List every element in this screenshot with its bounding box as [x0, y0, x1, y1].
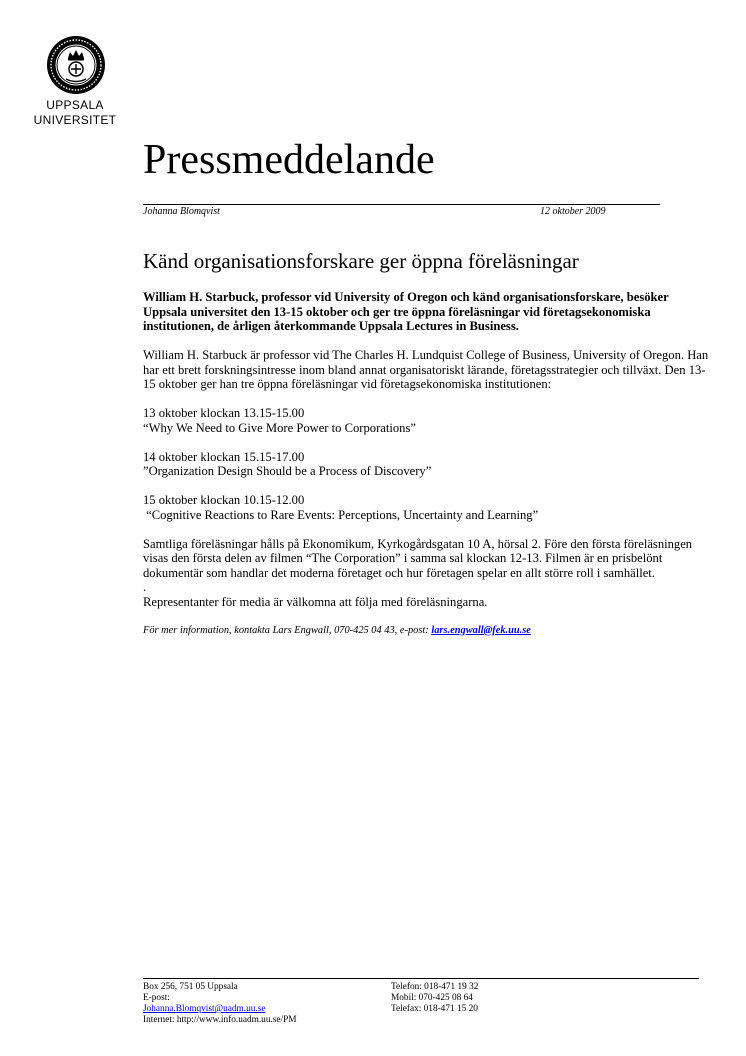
footer-divider — [143, 978, 699, 979]
publish-date: 12 oktober 2009 — [540, 206, 606, 217]
lecture-title: ”Organization Design Should be a Process of Discovery” — [143, 464, 432, 478]
intro-paragraph: William H. Starbuck är professor vid The Charles H. Lundquist College of Business, University of Oregon. Han har ett brett forskningsintresse inom bland annat organisatoriskt lärande, företagsstrategier och tillväxt. Den 13-15 oktober ger han tre öppna föreläsningar vid företagsekonomiska institutionen: — [143, 348, 709, 391]
university-seal-logo — [46, 35, 106, 95]
lecture-item — [143, 493, 713, 522]
footer-email-link[interactable]: Johanna.Blomqvist@uadm.uu.se — [143, 1004, 266, 1014]
media-paragraph: Representanter för media är välkomna att följa med föreläsningarna. — [143, 594, 488, 609]
contact-line — [143, 624, 713, 639]
lecture-title: “Cognitive Reactions to Rare Events: Perceptions, Uncertainty and Learning” — [143, 507, 539, 522]
venue-paragraph: Samtliga föreläsningar hålls på Ekonomikum, Kyrkogårdsgatan 10 A, hörsal 2. Före den första föreläsningen visas den första delen av filmen “The Corporation” i samma sal klockan 12-13. Filmen är en prisbelönt dokumentär som handlar det moderna företaget och hur företagen spelar en allt större roll i samhället. — [143, 536, 693, 580]
footer-email-line — [143, 993, 297, 1015]
lecture-item — [143, 406, 713, 435]
author-name: Johanna Blomqvist — [143, 206, 220, 217]
footer-address: Box 256, 751 05 Uppsala — [143, 982, 238, 992]
lecture-time: 15 oktober klockan 10.15-12.00 — [143, 493, 305, 507]
footer-right — [391, 982, 478, 1015]
lecture-title: “Why We Need to Give More Power to Corporations” — [143, 420, 416, 435]
footer-mobile: Mobil: 070-425 08 64 — [391, 993, 473, 1003]
separator-dot: . — [143, 580, 147, 594]
footer-left — [143, 982, 297, 1026]
footer-fax: Telefax: 018-471 15 20 — [391, 1004, 478, 1014]
footer-email-label: E-post: — [143, 993, 170, 1003]
document-title: Pressmeddelande — [143, 137, 435, 183]
lecture-item — [143, 450, 713, 479]
header-divider — [143, 204, 660, 205]
university-name-line2: UNIVERSITET — [33, 113, 117, 127]
lecture-time: 14 oktober klockan 15.15-17.00 — [143, 449, 305, 464]
university-name — [0, 98, 150, 128]
footer-internet: Internet: http://www.info.uadm.uu.se/PM — [143, 1015, 297, 1025]
contact-email-link[interactable]: lars.engwall@fek.uu.se — [431, 624, 531, 636]
article-body — [143, 290, 713, 653]
university-name-line1: UPPSALA — [46, 98, 104, 112]
footer-phone: Telefon: 018-471 19 32 — [391, 982, 479, 992]
lecture-time: 13 oktober klockan 13.15-15.00 — [143, 406, 305, 420]
contact-text: För mer information, kontakta Lars Engwall, 070-425 04 43, e-post: — [143, 624, 432, 636]
lead-paragraph: William H. Starbuck, professor vid University of Oregon och känd organisationsforskare, besöker Uppsala universitet den 13-15 oktober och ger tre öppna föreläsningar vid företagsekonomiska institutionen, de årligen återkommande Uppsala Lectures in Business. — [143, 290, 669, 333]
headline: Känd organisationsforskare ger öppna föreläsningar — [143, 249, 579, 273]
